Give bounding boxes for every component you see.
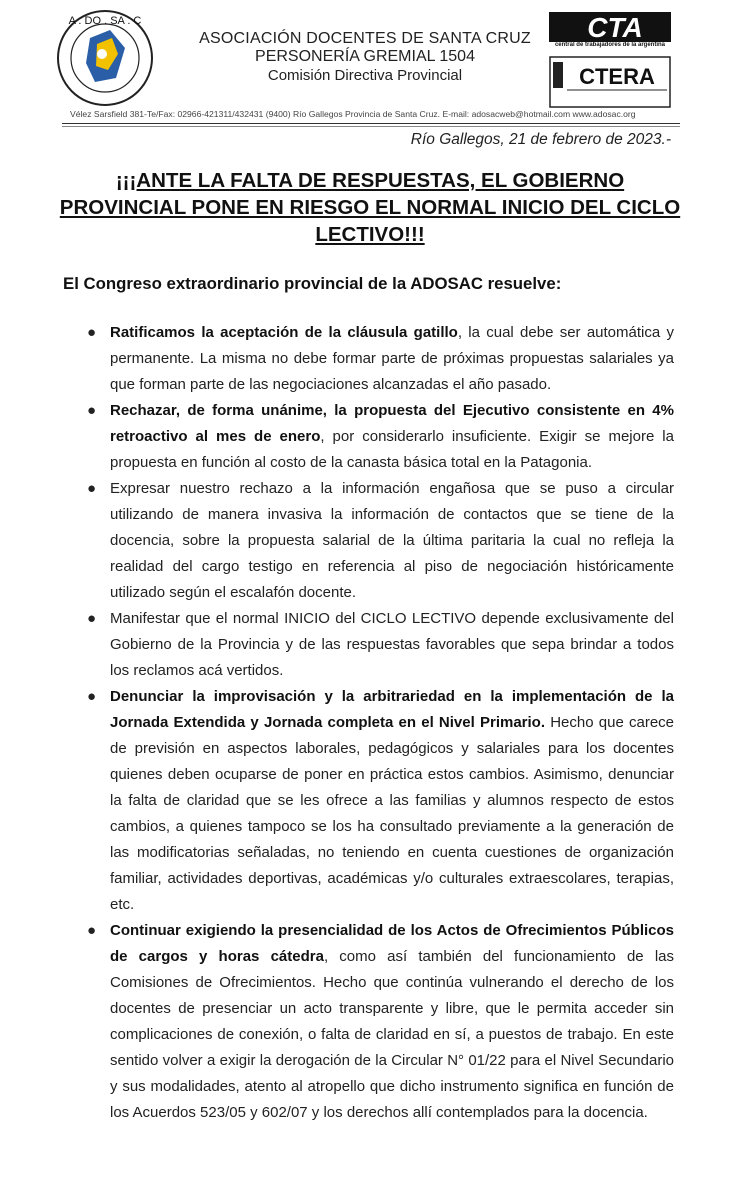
adosac-logo bbox=[50, 8, 160, 108]
bullet-icon: ● bbox=[87, 610, 97, 627]
bullet-icon: ● bbox=[87, 324, 97, 341]
cta-subtitle: central de trabajadores de la argentina bbox=[554, 42, 666, 48]
bullet-icon: ● bbox=[87, 922, 97, 939]
cta-logo bbox=[549, 12, 671, 56]
list-item: ● Continuar exigiendo la presencialidad de los Actos de Ofrecimientos Públicos de cargos y horas cátedra, como así también del funcionamiento de las Comisiones de Ofrecimientos. Hecho que continúa vulnerando el derecho de los docentes de presenciar un acto transparente y libre, que le permita acceder sin complicaciones de conexión, o falta de claridad en sí, a puestos de trabajo. En este sentido volver a exigir la derogación de la Circular N° 01/22 para el Nivel Secundario y sus modalidades, atento al atropello que dicho instrumento significa en función de los Acuerdos 523/05 y 602/07 y los derechos allí contemplados para la docencia. bbox=[84, 918, 674, 1126]
organization-name bbox=[190, 30, 540, 84]
address-line: Vélez Sarsfield 381-Te/Fax: 02966-421311/432431 (9400) Río Gallegos Provincia de Santa Cruz. E-mail: adosacweb@hotmail.com www.adosac.org bbox=[70, 109, 636, 119]
cta-logo-text: CTA bbox=[587, 12, 643, 43]
header-divider bbox=[62, 123, 680, 124]
ctera-logo-text: CTERA bbox=[579, 64, 655, 89]
bullet-icon: ● bbox=[87, 688, 97, 705]
list-item: ● Ratificamos la aceptación de la cláusula gatillo, la cual debe ser automática y permanente. La misma no debe formar parte de próximas propuestas salariales ya que forman parte de las negociaciones alcanzadas el año pasado. bbox=[84, 320, 674, 398]
list-item: ● Denunciar la improvisación y la arbitrariedad en la implementación de la Jornada Extendida y Jornada completa en el Nivel Primario. Hecho que carece de previsión en aspectos laborales, pedagógicos y salariales para los docentes quienes deben ocuparse de poner en práctica estos cambios. Asimismo, denunciar la falta de claridad que se les ofrece a las familias y alumnos respecto de estos cambios, a quienes tampoco se los ha consultado previamente a la generación de las modificatorias señaladas, no teniendo en cuenta cuestiones de organización familiar, actividades deportivas, académicas y/o culturales extraescolares, terapias, etc. bbox=[84, 684, 674, 918]
bullet-icon: ● bbox=[87, 480, 97, 497]
ctera-logo bbox=[549, 56, 671, 108]
list-item: ● Expresar nuestro rechazo a la información engañosa que se puso a circular utilizando de manera invasiva la información de contactos que se tiene de la docencia, sobre la propuesta salarial de la última paritaria la cual no refleja la realidad del cargo testigo en referencia al piso de negociación históricamente utilizado según el escalafón docente. bbox=[84, 476, 674, 606]
org-line-1: ASOCIACIÓN DOCENTES DE SANTA CRUZ bbox=[199, 30, 531, 47]
logo-text: A . DO . SA . C bbox=[68, 15, 142, 27]
list-item: ● Rechazar, de forma unánime, la propuesta del Ejecutivo consistente en 4% retroactivo al mes de enero, por considerarlo insuficiente. Exigir se mejore la propuesta en función al costo de la canasta básica total en la Patagonia. bbox=[84, 398, 674, 476]
bullet-icon: ● bbox=[87, 402, 97, 419]
document-headline: ¡¡¡ANTE LA FALTA DE RESPUESTAS, EL GOBIERNO PROVINCIAL PONE EN RIESGO EL NORMAL INICIO DEL CICLO LECTIVO!!! bbox=[59, 169, 681, 246]
resolve-heading: El Congreso extraordinario provincial de la ADOSAC resuelve: bbox=[63, 274, 562, 293]
document-date: Río Gallegos, 21 de febrero de 2023.- bbox=[410, 131, 671, 148]
header-divider-secondary bbox=[62, 126, 680, 127]
list-item: ● Manifestar que el normal INICIO del CICLO LECTIVO depende exclusivamente del Gobierno de la Provincia y de las respuestas favorables que sepa brindar a todos los reclamos acá vertidos. bbox=[84, 606, 674, 684]
resolutions-list bbox=[84, 320, 674, 1126]
org-line-3: Comisión Directiva Provincial bbox=[267, 67, 463, 84]
org-line-2: PERSONERÍA GREMIAL 1504 bbox=[255, 48, 475, 65]
